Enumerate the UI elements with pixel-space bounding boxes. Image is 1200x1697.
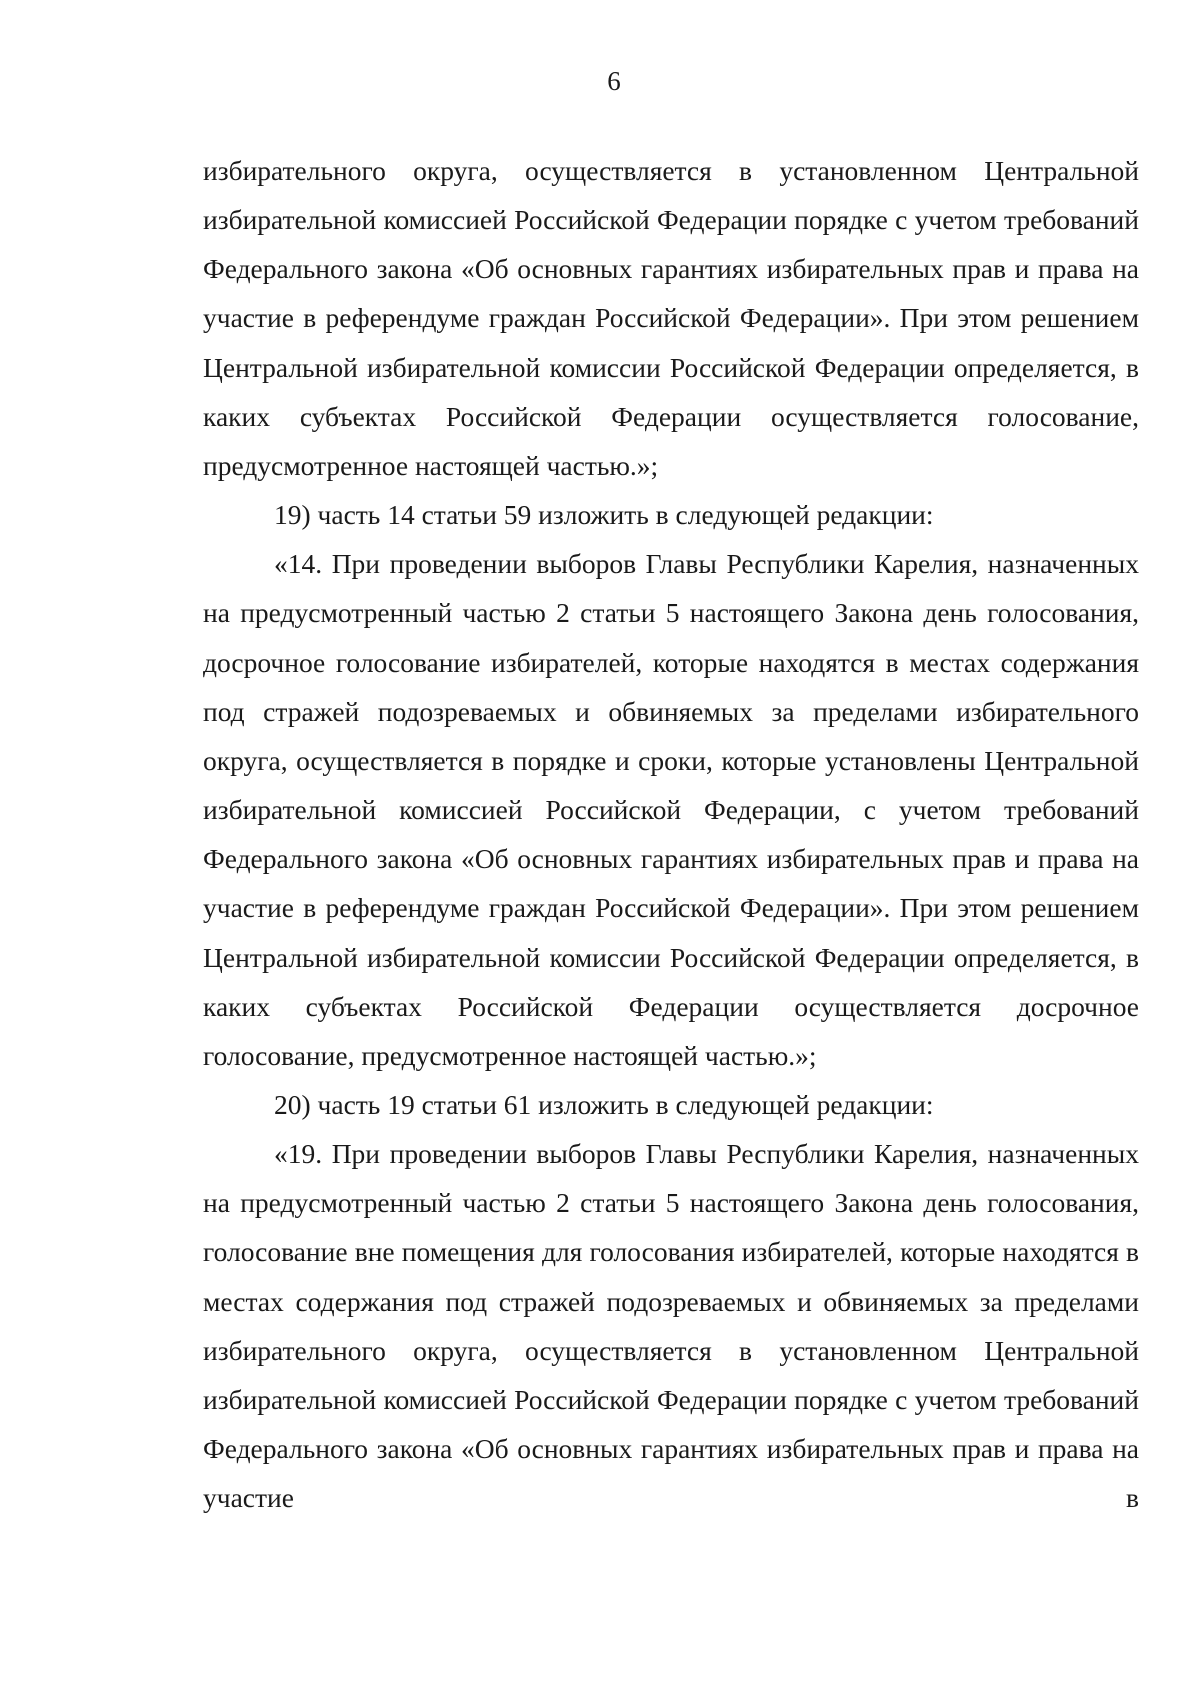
paragraph-continuation: избирательного округа, осуществляется в установленном Центральной избирательной комиссией Российской Федерации порядке с учетом требований Федерального закона «Об основных гарантиях избирательных прав и права на участие в референдуме граждан Российской Федерации». При этом решением Центральной избирательной комиссии Российской Федерации определяется, в каких субъектах Российской Федерации осуществляется голосование, предусмотренное настоящей частью.»;: [203, 155, 1139, 481]
page-number: 6: [607, 66, 621, 96]
paragraph-item-19: 19) часть 14 статьи 59 изложить в следующей редакции:: [274, 499, 934, 531]
paragraph-item-20: 20) часть 19 статьи 61 изложить в следующей редакции:: [274, 1088, 934, 1120]
document-body: [203, 146, 1139, 1522]
paragraph-amendment-19: «19. При проведении выборов Главы Республики Карелия, назначенных на предусмотренный частью 2 статьи 5 настоящего Закона день голосования, голосование вне помещения для голосования избирателей, которые находятся в местах содержания под стражей подозреваемых и обвиняемых за пределами избирательного округа, осуществляется в установленном Центральной избирательной комиссией Российской Федерации порядке с учетом требований Федерального закона «Об основных гарантиях избирательных прав и права на участие в: [203, 1138, 1139, 1514]
paragraph-amendment-14: «14. При проведении выборов Главы Республики Карелия, назначенных на предусмотренный частью 2 статьи 5 настоящего Закона день голосования, досрочное голосование избирателей, которые находятся в местах содержания под стражей подозреваемых и обвиняемых за пределами избирательного округа, осуществляется в порядке и сроки, которые установлены Центральной избирательной комиссией Российской Федерации, с учетом требований Федерального закона «Об основных гарантиях избирательных прав и права на участие в референдуме граждан Российской Федерации». При этом решением Центральной избирательной комиссии Российской Федерации определяется, в каких субъектах Российской Федерации осуществляется досрочное голосование, предусмотренное настоящей частью.»;: [203, 548, 1139, 1071]
